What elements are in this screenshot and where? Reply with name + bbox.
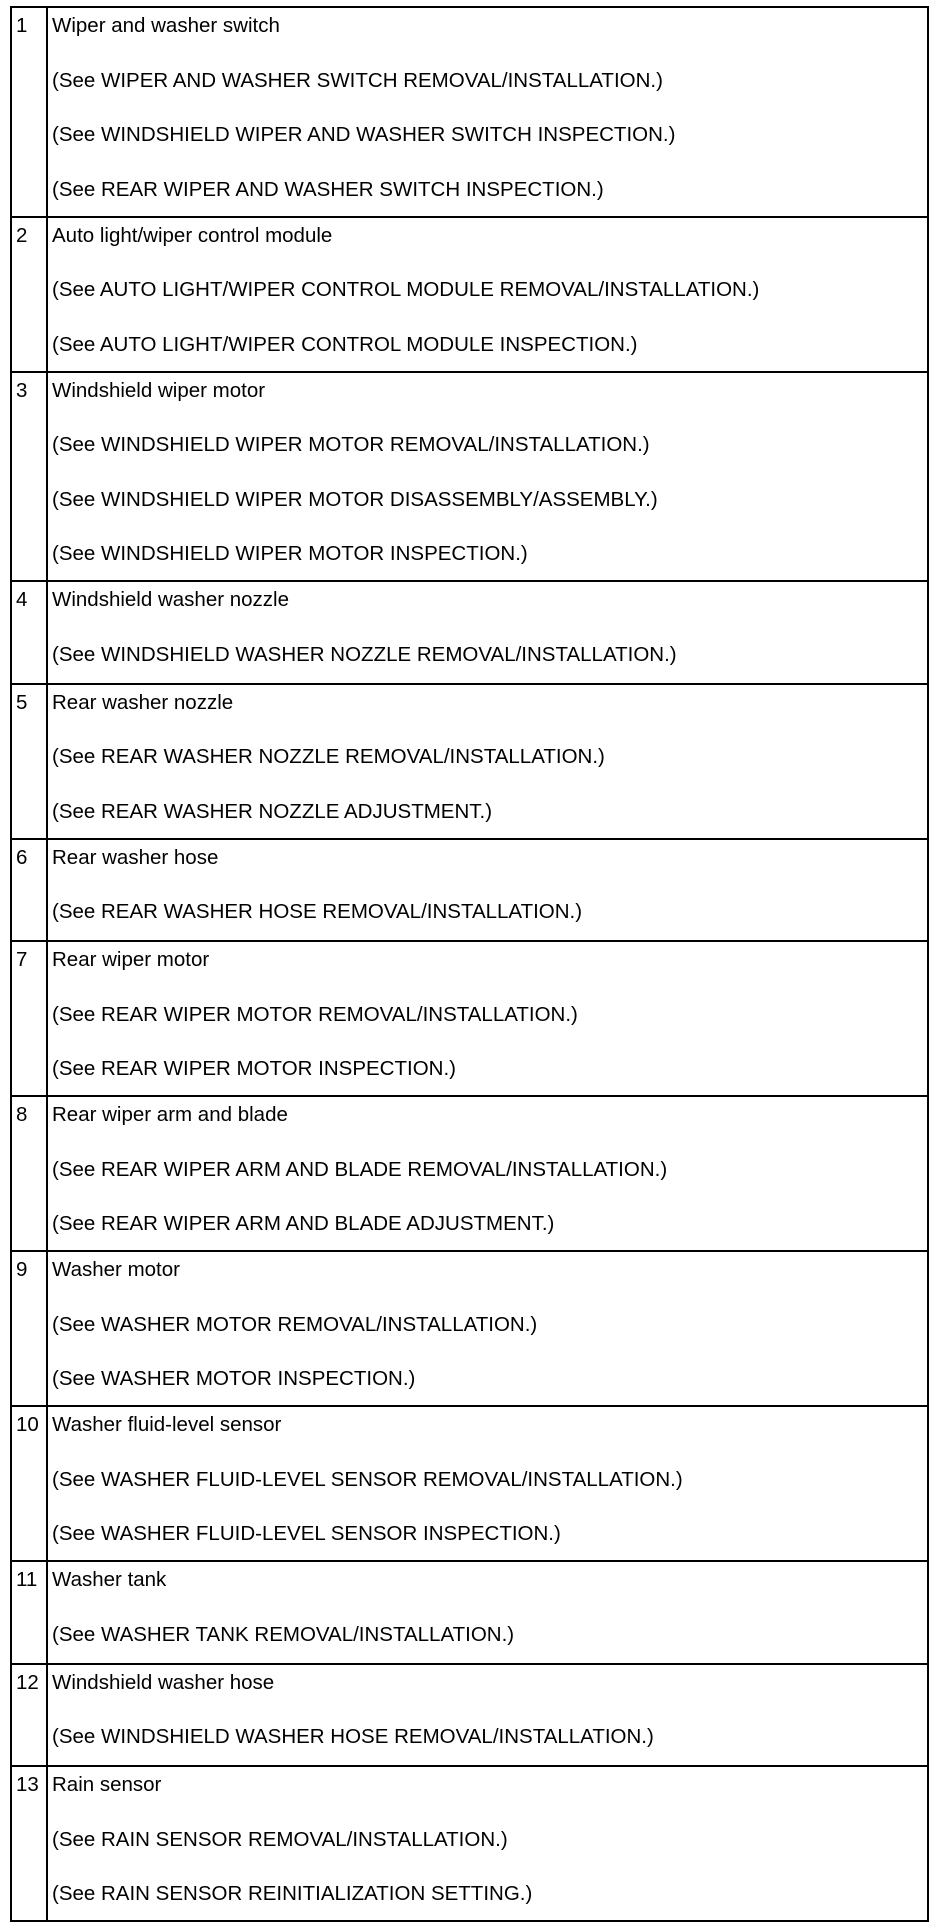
procedure-reference-link[interactable]: (See REAR WASHER HOSE REMOVAL/INSTALLATION.) bbox=[52, 900, 583, 923]
procedure-reference-link[interactable]: (See WINDSHIELD WIPER MOTOR DISASSEMBLY/ASSEMBLY.) bbox=[52, 487, 658, 511]
procedure-reference-link[interactable]: (See WINDSHIELD WASHER HOSE REMOVAL/INSTALLATION.) bbox=[52, 1725, 654, 1748]
item-description-cell bbox=[47, 1561, 928, 1664]
procedure-reference-link[interactable]: (See AUTO LIGHT/WIPER CONTROL MODULE REMOVAL/INSTALLATION.) bbox=[52, 278, 760, 301]
procedure-reference-link[interactable]: (See WASHER FLUID-LEVEL SENSOR INSPECTION.) bbox=[52, 1522, 561, 1545]
table-row bbox=[11, 217, 928, 372]
item-title: Auto light/wiper control module bbox=[52, 223, 333, 247]
procedure-reference-link[interactable]: (See WINDSHIELD WIPER MOTOR REMOVAL/INSTALLATION.) bbox=[52, 433, 650, 456]
component-reference-table bbox=[10, 6, 929, 1922]
item-description-cell bbox=[47, 372, 928, 582]
procedure-reference-link[interactable]: (See WINDSHIELD WASHER NOZZLE REMOVAL/INSTALLATION.) bbox=[52, 642, 677, 666]
procedure-reference-link[interactable]: (See REAR WIPER ARM AND BLADE ADJUSTMENT.) bbox=[52, 1212, 555, 1235]
table-row bbox=[11, 1561, 928, 1664]
item-title: Windshield washer hose bbox=[52, 1670, 275, 1694]
procedure-reference-link[interactable]: (See REAR WASHER NOZZLE REMOVAL/INSTALLATION.) bbox=[52, 745, 605, 768]
procedure-reference-link[interactable]: (See REAR WASHER NOZZLE ADJUSTMENT.) bbox=[52, 799, 493, 823]
table-body bbox=[11, 7, 928, 1921]
item-number: 12 bbox=[11, 1664, 47, 1767]
item-title: Rear wiper motor bbox=[52, 948, 210, 971]
item-title: Wiper and washer switch bbox=[52, 14, 280, 37]
table-row bbox=[11, 684, 928, 839]
table-row bbox=[11, 7, 928, 217]
procedure-reference-link[interactable]: (See REAR WIPER ARM AND BLADE REMOVAL/INSTALLATION.) bbox=[52, 1157, 668, 1181]
item-number: 10 bbox=[11, 1406, 47, 1561]
item-description-cell bbox=[47, 1251, 928, 1406]
item-number: 2 bbox=[11, 217, 47, 372]
procedure-reference-link[interactable]: (See WASHER FLUID-LEVEL SENSOR REMOVAL/INSTALLATION.) bbox=[52, 1467, 683, 1491]
item-title: Washer fluid-level sensor bbox=[52, 1413, 282, 1436]
item-number: 8 bbox=[11, 1096, 47, 1251]
item-title: Washer motor bbox=[52, 1258, 180, 1281]
item-number: 9 bbox=[11, 1251, 47, 1406]
item-number: 3 bbox=[11, 372, 47, 582]
procedure-reference-link[interactable]: (See WINDSHIELD WIPER MOTOR INSPECTION.) bbox=[52, 542, 528, 565]
procedure-reference-link[interactable]: (See WASHER TANK REMOVAL/INSTALLATION.) bbox=[52, 1622, 515, 1646]
item-description-cell bbox=[47, 684, 928, 839]
item-description-cell bbox=[47, 7, 928, 217]
item-title: Windshield wiper motor bbox=[52, 378, 266, 402]
procedure-reference-link[interactable]: (See AUTO LIGHT/WIPER CONTROL MODULE INSPECTION.) bbox=[52, 332, 638, 356]
procedure-reference-link[interactable]: (See RAIN SENSOR REINITIALIZATION SETTING.) bbox=[52, 1882, 533, 1905]
item-description-cell bbox=[47, 1766, 928, 1921]
item-description-cell bbox=[47, 941, 928, 1096]
item-number: 6 bbox=[11, 839, 47, 942]
procedure-reference-link[interactable]: (See WASHER MOTOR REMOVAL/INSTALLATION.) bbox=[52, 1312, 538, 1336]
item-title: Rear wiper arm and blade bbox=[52, 1103, 288, 1126]
table-row bbox=[11, 839, 928, 942]
table-row bbox=[11, 941, 928, 1096]
table-row bbox=[11, 1251, 928, 1406]
procedure-reference-link[interactable]: (See WIPER AND WASHER SWITCH REMOVAL/INSTALLATION.) bbox=[52, 68, 663, 92]
item-description-cell bbox=[47, 217, 928, 372]
table-row bbox=[11, 1406, 928, 1561]
table-row bbox=[11, 372, 928, 582]
item-title: Windshield washer nozzle bbox=[52, 588, 290, 611]
item-title: Rear washer nozzle bbox=[52, 690, 234, 714]
item-description-cell bbox=[47, 839, 928, 942]
table-row bbox=[11, 1664, 928, 1767]
table-row bbox=[11, 1096, 928, 1251]
item-description-cell bbox=[47, 1664, 928, 1767]
procedure-reference-link[interactable]: (See REAR WIPER MOTOR INSPECTION.) bbox=[52, 1057, 456, 1080]
table-row bbox=[11, 1766, 928, 1921]
item-number: 11 bbox=[11, 1561, 47, 1664]
table-row bbox=[11, 581, 928, 684]
item-description-cell bbox=[47, 1406, 928, 1561]
item-number: 5 bbox=[11, 684, 47, 839]
item-number: 1 bbox=[11, 7, 47, 217]
procedure-reference-link[interactable]: (See REAR WIPER MOTOR REMOVAL/INSTALLATION.) bbox=[52, 1002, 578, 1026]
item-title: Rain sensor bbox=[52, 1773, 162, 1796]
procedure-reference-link[interactable]: (See RAIN SENSOR REMOVAL/INSTALLATION.) bbox=[52, 1827, 508, 1851]
procedure-reference-link[interactable]: (See WASHER MOTOR INSPECTION.) bbox=[52, 1367, 416, 1390]
item-description-cell bbox=[47, 581, 928, 684]
item-title: Rear washer hose bbox=[52, 845, 219, 869]
item-description-cell bbox=[47, 1096, 928, 1251]
procedure-reference-link[interactable]: (See REAR WIPER AND WASHER SWITCH INSPECTION.) bbox=[52, 177, 604, 201]
item-title: Washer tank bbox=[52, 1568, 167, 1591]
item-number: 7 bbox=[11, 941, 47, 1096]
procedure-reference-link[interactable]: (See WINDSHIELD WIPER AND WASHER SWITCH INSPECTION.) bbox=[52, 123, 676, 146]
item-number: 13 bbox=[11, 1766, 47, 1921]
item-number: 4 bbox=[11, 581, 47, 684]
